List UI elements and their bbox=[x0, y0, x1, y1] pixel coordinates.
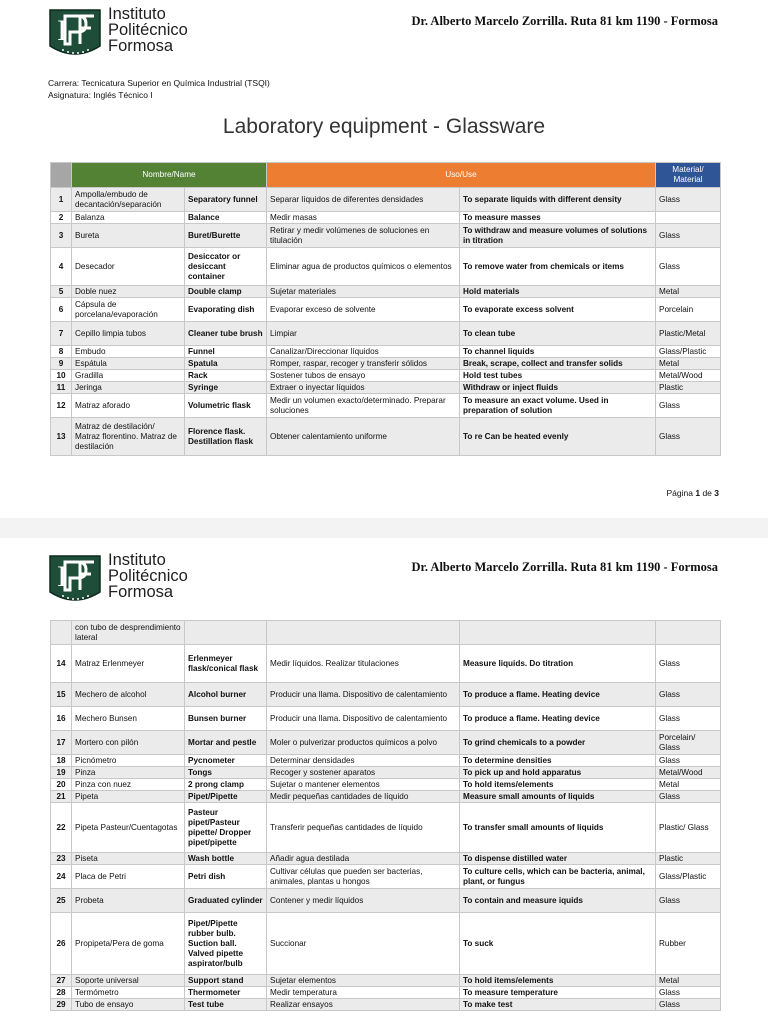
name-en: Cleaner tube brush bbox=[185, 322, 267, 346]
table-row bbox=[51, 913, 721, 975]
table-row bbox=[51, 731, 721, 755]
name-en: Support stand bbox=[185, 975, 267, 987]
row-number: 22 bbox=[51, 803, 72, 853]
table-row bbox=[51, 286, 721, 298]
table-row bbox=[51, 382, 721, 394]
material: Glass/Plastic bbox=[656, 865, 721, 889]
table-row bbox=[51, 707, 721, 731]
name-en: Evaporating dish bbox=[185, 298, 267, 322]
material: Metal/Wood bbox=[656, 370, 721, 382]
row-number bbox=[51, 621, 72, 645]
use-es: Evaporar exceso de solvente bbox=[267, 298, 460, 322]
material: Metal bbox=[656, 779, 721, 791]
use-es: Sostener tubos de ensayo bbox=[267, 370, 460, 382]
material: Glass bbox=[656, 707, 721, 731]
row-number: 25 bbox=[51, 889, 72, 913]
material: Glass/Plastic bbox=[656, 346, 721, 358]
use-en: To re Can be heated evenly bbox=[460, 418, 656, 456]
row-number: 27 bbox=[51, 975, 72, 987]
page-total: 3 bbox=[714, 488, 719, 498]
name-en: Tongs bbox=[185, 767, 267, 779]
row-number: 12 bbox=[51, 394, 72, 418]
row-number: 18 bbox=[51, 755, 72, 767]
header-number bbox=[51, 163, 72, 188]
name-en: Erlenmeyer flask/conical flask bbox=[185, 645, 267, 683]
name-en: Test tube bbox=[185, 999, 267, 1011]
use-es: Recoger y sostener aparatos bbox=[267, 767, 460, 779]
row-number: 26 bbox=[51, 913, 72, 975]
use-en: To transfer small amounts of liquids bbox=[460, 803, 656, 853]
material: Plastic bbox=[656, 382, 721, 394]
svg-text:I: I bbox=[57, 560, 67, 593]
material: Porcelain bbox=[656, 298, 721, 322]
table-body bbox=[51, 621, 721, 1011]
institute-address: Dr. Alberto Marcelo Zorrilla. Ruta 81 km 1190 - Formosa bbox=[411, 560, 718, 574]
use-en: To culture cells, which can be bacteria, animal, plant, or fungus bbox=[460, 865, 656, 889]
material: Glass bbox=[656, 999, 721, 1011]
name-es: Espátula bbox=[72, 358, 185, 370]
use-en: To contain and measure iquids bbox=[460, 889, 656, 913]
row-number: 19 bbox=[51, 767, 72, 779]
material: Glass bbox=[656, 224, 721, 248]
table-row bbox=[51, 803, 721, 853]
name-es: Termómetro bbox=[72, 987, 185, 999]
row-number: 16 bbox=[51, 707, 72, 731]
name-en: Pycnometer bbox=[185, 755, 267, 767]
use-en: To measure an exact volume. Used in preparation of solution bbox=[460, 394, 656, 418]
row-number: 9 bbox=[51, 358, 72, 370]
table-row bbox=[51, 645, 721, 683]
use-es: Sujetar materiales bbox=[267, 286, 460, 298]
use-es: Retirar y medir volúmenes de soluciones en titulación bbox=[267, 224, 460, 248]
page-2 bbox=[0, 538, 768, 1024]
name-es: Gradilla bbox=[72, 370, 185, 382]
material bbox=[656, 621, 721, 645]
row-number: 29 bbox=[51, 999, 72, 1011]
use-en bbox=[460, 621, 656, 645]
use-en: To produce a flame. Heating device bbox=[460, 683, 656, 707]
name-en: Separatory funnel bbox=[185, 188, 267, 212]
name-en: Buret/Burette bbox=[185, 224, 267, 248]
table-row bbox=[51, 767, 721, 779]
page-mid: de bbox=[700, 488, 715, 498]
name-es: Mechero de alcohol bbox=[72, 683, 185, 707]
page-number bbox=[667, 488, 720, 498]
table-row bbox=[51, 999, 721, 1011]
table-row bbox=[51, 889, 721, 913]
use-en: To remove water from chemicals or items bbox=[460, 248, 656, 286]
use-en: To measure temperature bbox=[460, 987, 656, 999]
row-number: 6 bbox=[51, 298, 72, 322]
use-es: Moler o pulverizar productos químicos a polvo bbox=[267, 731, 460, 755]
use-es: Sujetar o mantener elementos bbox=[267, 779, 460, 791]
name-en: 2 prong clamp bbox=[185, 779, 267, 791]
name-en: Graduated cylinder bbox=[185, 889, 267, 913]
glassware-table bbox=[50, 162, 721, 456]
name-es: Cápsula de porcelana/evaporación bbox=[72, 298, 185, 322]
use-en: To hold items/elements bbox=[460, 779, 656, 791]
material: Metal bbox=[656, 286, 721, 298]
table-row bbox=[51, 322, 721, 346]
use-en: To channel liquids bbox=[460, 346, 656, 358]
row-number: 23 bbox=[51, 853, 72, 865]
use-en: To separate liquids with different density bbox=[460, 188, 656, 212]
logo-line-2: Politécnico bbox=[108, 21, 188, 39]
material: Glass bbox=[656, 683, 721, 707]
logo-line-1: Instituto bbox=[108, 551, 166, 569]
use-en: To grind chemicals to a powder bbox=[460, 731, 656, 755]
name-en: Pipet/Pipette bbox=[185, 791, 267, 803]
use-en: Break, scrape, collect and transfer solids bbox=[460, 358, 656, 370]
use-es: Sujetar elementos bbox=[267, 975, 460, 987]
use-es bbox=[267, 621, 460, 645]
svg-text:I: I bbox=[57, 14, 67, 47]
use-es: Canalizar/Direccionar líquidos bbox=[267, 346, 460, 358]
name-es: Pinza bbox=[72, 767, 185, 779]
institute-logo bbox=[48, 554, 102, 606]
material: Glass bbox=[656, 394, 721, 418]
use-en: Withdraw or inject fluids bbox=[460, 382, 656, 394]
use-es: Medir líquidos. Realizar titulaciones bbox=[267, 645, 460, 683]
name-en: Volumetric flask bbox=[185, 394, 267, 418]
table-row bbox=[51, 394, 721, 418]
table-row bbox=[51, 370, 721, 382]
use-es: Añadir agua destilada bbox=[267, 853, 460, 865]
row-number: 7 bbox=[51, 322, 72, 346]
glassware-table-continued bbox=[50, 620, 721, 1011]
material: Metal bbox=[656, 975, 721, 987]
use-en: To evaporate excess solvent bbox=[460, 298, 656, 322]
name-es: Doble nuez bbox=[72, 286, 185, 298]
material: Metal/Wood bbox=[656, 767, 721, 779]
name-en: Balance bbox=[185, 212, 267, 224]
table-row bbox=[51, 683, 721, 707]
use-es: Producir una llama. Dispositivo de calentamiento bbox=[267, 707, 460, 731]
name-es: Bureta bbox=[72, 224, 185, 248]
table-row bbox=[51, 853, 721, 865]
course-meta bbox=[48, 77, 270, 101]
career-label: Carrera: Tecnicatura Superior en Química Industrial (TSQI) bbox=[48, 78, 270, 88]
use-es: Medir pequeñas cantidades de líquido bbox=[267, 791, 460, 803]
use-en: Measure small amounts of liquids bbox=[460, 791, 656, 803]
name-en: Petri dish bbox=[185, 865, 267, 889]
row-number: 5 bbox=[51, 286, 72, 298]
institute-name bbox=[108, 552, 188, 600]
row-number: 17 bbox=[51, 731, 72, 755]
row-number: 15 bbox=[51, 683, 72, 707]
name-es: Pinza con nuez bbox=[72, 779, 185, 791]
name-es: Picnómetro bbox=[72, 755, 185, 767]
name-es: Probeta bbox=[72, 889, 185, 913]
use-en: Measure liquids. Do titration bbox=[460, 645, 656, 683]
row-number: 28 bbox=[51, 987, 72, 999]
use-es: Romper, raspar, recoger y transferir sólidos bbox=[267, 358, 460, 370]
page-current: 1 bbox=[695, 488, 701, 498]
row-number: 24 bbox=[51, 865, 72, 889]
use-en: To suck bbox=[460, 913, 656, 975]
page-header bbox=[0, 546, 768, 616]
table-row bbox=[51, 621, 721, 645]
table-row bbox=[51, 987, 721, 999]
row-number: 8 bbox=[51, 346, 72, 358]
use-en: To clean tube bbox=[460, 322, 656, 346]
name-es: Ampolla/embudo de decantación/separación bbox=[72, 188, 185, 212]
material: Glass bbox=[656, 188, 721, 212]
table-row bbox=[51, 358, 721, 370]
use-en: To make test bbox=[460, 999, 656, 1011]
table-row bbox=[51, 298, 721, 322]
name-en: Wash bottle bbox=[185, 853, 267, 865]
table-row bbox=[51, 248, 721, 286]
name-es: Soporte universal bbox=[72, 975, 185, 987]
name-en: Syringe bbox=[185, 382, 267, 394]
logo-line-3: Formosa bbox=[108, 583, 174, 601]
name-en: Bunsen burner bbox=[185, 707, 267, 731]
use-en: To hold items/elements bbox=[460, 975, 656, 987]
page-header bbox=[0, 0, 768, 70]
row-number: 4 bbox=[51, 248, 72, 286]
name-es: con tubo de desprendimiento lateral bbox=[72, 621, 185, 645]
header-material: Material/ Material bbox=[656, 163, 721, 188]
use-en: To pick up and hold apparatus bbox=[460, 767, 656, 779]
row-number: 14 bbox=[51, 645, 72, 683]
page-gap bbox=[0, 518, 768, 538]
name-es: Matraz de destilación/ Matraz florentino. Matraz de destilación bbox=[72, 418, 185, 456]
row-number: 1 bbox=[51, 188, 72, 212]
use-en: To withdraw and measure volumes of solutions in titration bbox=[460, 224, 656, 248]
name-es: Placa de Petri bbox=[72, 865, 185, 889]
name-en: Desiccator or desiccant container bbox=[185, 248, 267, 286]
name-es: Embudo bbox=[72, 346, 185, 358]
table-body bbox=[51, 188, 721, 456]
use-es: Medir masas bbox=[267, 212, 460, 224]
use-en: To measure masses bbox=[460, 212, 656, 224]
table-row bbox=[51, 791, 721, 803]
row-number: 20 bbox=[51, 779, 72, 791]
name-en: Alcohol burner bbox=[185, 683, 267, 707]
use-es: Extraer o inyectar líquidos bbox=[267, 382, 460, 394]
use-es: Determinar densidades bbox=[267, 755, 460, 767]
name-en: Mortar and pestle bbox=[185, 731, 267, 755]
logo-line-2: Politécnico bbox=[108, 567, 188, 585]
use-es: Producir una llama. Dispositivo de calentamiento bbox=[267, 683, 460, 707]
material: Metal bbox=[656, 358, 721, 370]
material: Plastic/ Glass bbox=[656, 803, 721, 853]
name-en: Rack bbox=[185, 370, 267, 382]
material: Glass bbox=[656, 645, 721, 683]
name-en: Funnel bbox=[185, 346, 267, 358]
material: Glass bbox=[656, 248, 721, 286]
table-row bbox=[51, 188, 721, 212]
institute-name bbox=[108, 6, 188, 54]
name-es: Desecador bbox=[72, 248, 185, 286]
name-es: Pipeta Pasteur/Cuentagotas bbox=[72, 803, 185, 853]
subject-label: Asignatura: Inglés Técnico I bbox=[48, 90, 153, 100]
name-en bbox=[185, 621, 267, 645]
institute-logo bbox=[48, 8, 102, 60]
logo-line-3: Formosa bbox=[108, 37, 174, 55]
name-es: Propipeta/Pera de goma bbox=[72, 913, 185, 975]
use-en: Hold materials bbox=[460, 286, 656, 298]
table-row bbox=[51, 779, 721, 791]
name-es: Cepillo limpia tubos bbox=[72, 322, 185, 346]
name-en: Spatula bbox=[185, 358, 267, 370]
name-es: Matraz aforado bbox=[72, 394, 185, 418]
use-en: To determine densities bbox=[460, 755, 656, 767]
material: Plastic bbox=[656, 853, 721, 865]
table-row bbox=[51, 865, 721, 889]
material: Glass bbox=[656, 889, 721, 913]
row-number: 11 bbox=[51, 382, 72, 394]
use-es: Cultivar células que pueden ser bacterias, animales, plantas u hongos bbox=[267, 865, 460, 889]
use-es: Eliminar agua de productos químicos o elementos bbox=[267, 248, 460, 286]
name-en: Pipet/Pipette rubber bulb. Suction ball. Valved pipette aspirator/bulb bbox=[185, 913, 267, 975]
row-number: 13 bbox=[51, 418, 72, 456]
name-es: Mortero con pilón bbox=[72, 731, 185, 755]
material: Glass bbox=[656, 755, 721, 767]
name-en: Thermometer bbox=[185, 987, 267, 999]
header-name: Nombre/Name bbox=[72, 163, 267, 188]
name-es: Matraz Erlenmeyer bbox=[72, 645, 185, 683]
table-row bbox=[51, 212, 721, 224]
table-row bbox=[51, 418, 721, 456]
name-es: Piseta bbox=[72, 853, 185, 865]
page-prefix: Página bbox=[666, 488, 696, 498]
use-es: Transferir pequeñas cantidades de líquido bbox=[267, 803, 460, 853]
name-en: Pasteur pipet/Pasteur pipette/ Dropper pipet/pipette bbox=[185, 803, 267, 853]
use-es: Medir temperatura bbox=[267, 987, 460, 999]
name-en: Florence flask. Destillation flask bbox=[185, 418, 267, 456]
table-row bbox=[51, 224, 721, 248]
table-header-row bbox=[51, 163, 721, 188]
use-es: Obtener calentamiento uniforme bbox=[267, 418, 460, 456]
name-es: Jeringa bbox=[72, 382, 185, 394]
material: Porcelain/ Glass bbox=[656, 731, 721, 755]
name-en: Double clamp bbox=[185, 286, 267, 298]
use-es: Contener y medir líquidos bbox=[267, 889, 460, 913]
logo-line-1: Instituto bbox=[108, 5, 166, 23]
name-es: Pipeta bbox=[72, 791, 185, 803]
use-es: Separar líquidos de diferentes densidades bbox=[267, 188, 460, 212]
material: Plastic/Metal bbox=[656, 322, 721, 346]
row-number: 2 bbox=[51, 212, 72, 224]
use-es: Realizar ensayos bbox=[267, 999, 460, 1011]
use-en: To dispense distilled water bbox=[460, 853, 656, 865]
table-row bbox=[51, 975, 721, 987]
use-es: Medir un volumen exacto/determinado. Preparar soluciones bbox=[267, 394, 460, 418]
use-en: To produce a flame. Heating device bbox=[460, 707, 656, 731]
row-number: 3 bbox=[51, 224, 72, 248]
use-es: Succionar bbox=[267, 913, 460, 975]
document-title: Laboratory equipment - Glassware bbox=[222, 115, 546, 138]
material: Glass bbox=[656, 987, 721, 999]
material: Rubber bbox=[656, 913, 721, 975]
name-es: Mechero Bunsen bbox=[72, 707, 185, 731]
material bbox=[656, 212, 721, 224]
table-row bbox=[51, 755, 721, 767]
row-number: 10 bbox=[51, 370, 72, 382]
use-es: Limpiar bbox=[267, 322, 460, 346]
material: Glass bbox=[656, 418, 721, 456]
use-en: Hold test tubes bbox=[460, 370, 656, 382]
name-es: Tubo de ensayo bbox=[72, 999, 185, 1011]
institute-address: Dr. Alberto Marcelo Zorrilla. Ruta 81 km 1190 - Formosa bbox=[411, 14, 718, 28]
name-es: Balanza bbox=[72, 212, 185, 224]
table-row bbox=[51, 346, 721, 358]
row-number: 21 bbox=[51, 791, 72, 803]
header-use: Uso/Use bbox=[267, 163, 656, 188]
material: Glass bbox=[656, 791, 721, 803]
